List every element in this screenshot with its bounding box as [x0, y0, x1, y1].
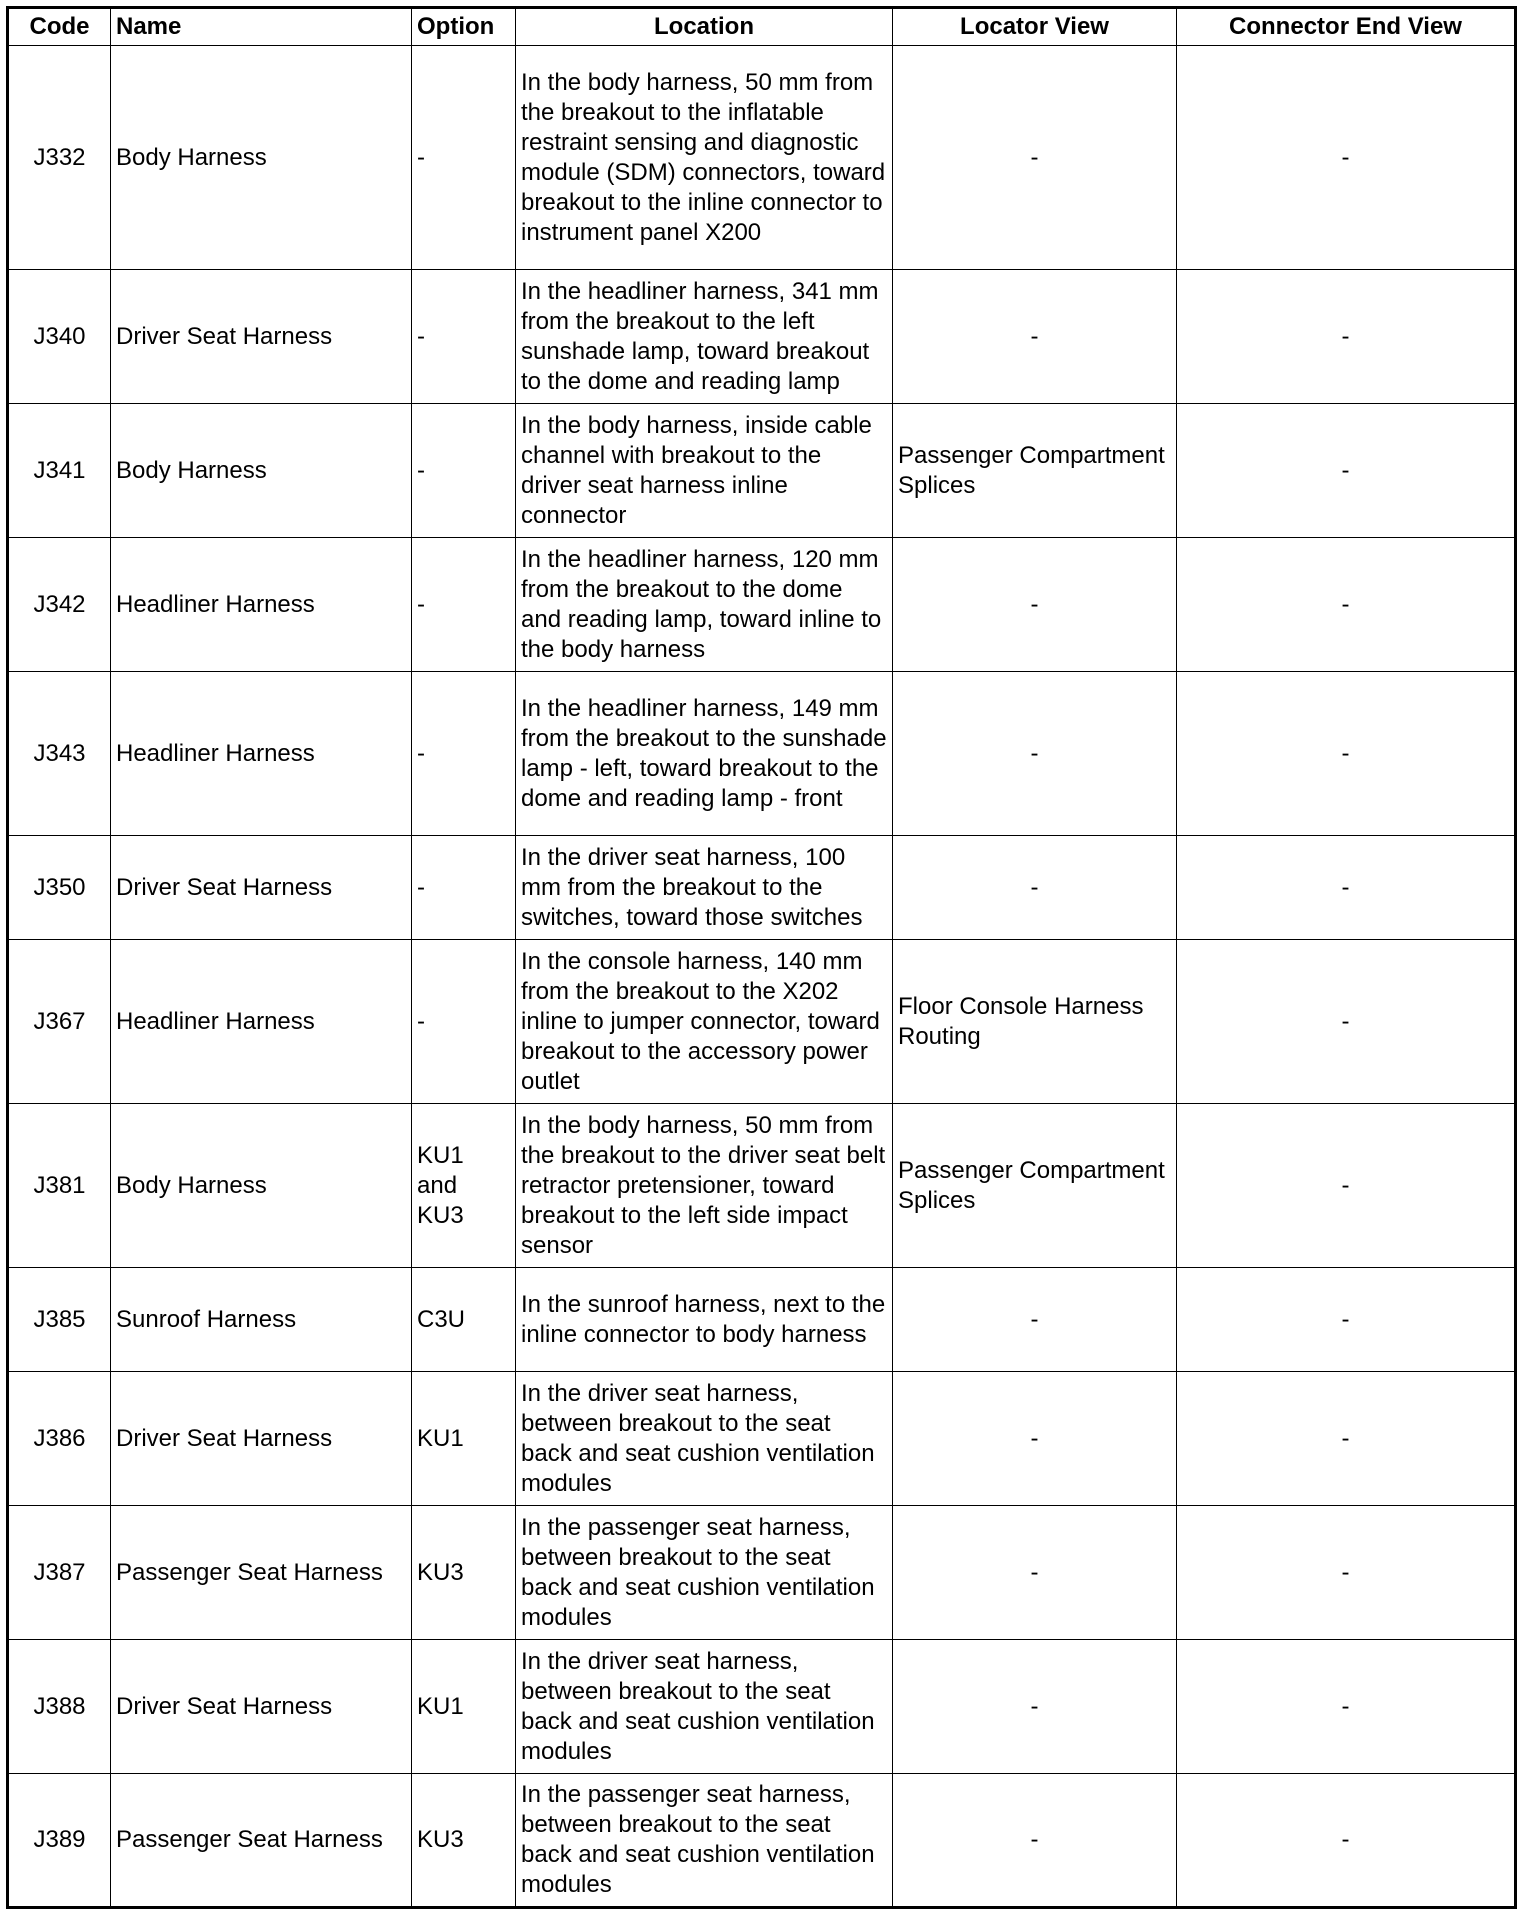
cell-code: J342 [8, 538, 111, 672]
cell-connector-end-view: - [1177, 1268, 1516, 1372]
cell-name: Sunroof Harness [111, 1268, 412, 1372]
cell-location: In the console harness, 140 mm from the breakout to the X202 inline to jumper connector, toward breakout to the accessory power outlet [516, 940, 893, 1104]
cell-locator-view: - [893, 538, 1177, 672]
header-name: Name [111, 8, 412, 46]
cell-connector-end-view: - [1177, 836, 1516, 940]
table-row [8, 538, 1516, 672]
cell-connector-end-view: - [1177, 1506, 1516, 1640]
cell-connector-end-view: - [1177, 404, 1516, 538]
cell-code: J388 [8, 1640, 111, 1774]
cell-location: In the sunroof harness, next to the inline connector to body harness [516, 1268, 893, 1372]
cell-code: J350 [8, 836, 111, 940]
header-row [8, 8, 1516, 46]
cell-location: In the passenger seat harness, between breakout to the seat back and seat cushion ventilation modules [516, 1774, 893, 1908]
cell-connector-end-view: - [1177, 1774, 1516, 1908]
table-row [8, 270, 1516, 404]
header-locator-view: Locator View [893, 8, 1177, 46]
cell-location: In the headliner harness, 120 mm from the breakout to the dome and reading lamp, toward inline to the body harness [516, 538, 893, 672]
cell-name: Driver Seat Harness [111, 270, 412, 404]
cell-option: - [412, 270, 516, 404]
table-row [8, 1506, 1516, 1640]
cell-option: KU1 [412, 1640, 516, 1774]
cell-option: - [412, 672, 516, 836]
cell-option: - [412, 46, 516, 270]
cell-locator-view: - [893, 270, 1177, 404]
cell-name: Headliner Harness [111, 940, 412, 1104]
table-row [8, 1774, 1516, 1908]
cell-code: J340 [8, 270, 111, 404]
cell-code: J385 [8, 1268, 111, 1372]
cell-connector-end-view: - [1177, 1372, 1516, 1506]
cell-location: In the headliner harness, 341 mm from the breakout to the left sunshade lamp, toward breakout to the dome and reading lamp [516, 270, 893, 404]
cell-locator-view: - [893, 46, 1177, 270]
cell-code: J389 [8, 1774, 111, 1908]
table-row [8, 672, 1516, 836]
table-row [8, 836, 1516, 940]
cell-option: - [412, 940, 516, 1104]
cell-location: In the driver seat harness, between breakout to the seat back and seat cushion ventilation modules [516, 1372, 893, 1506]
cell-option: KU3 [412, 1774, 516, 1908]
cell-name: Driver Seat Harness [111, 836, 412, 940]
cell-location: In the body harness, 50 mm from the breakout to the inflatable restraint sensing and diagnostic module (SDM) connectors, toward breakout to the inline connector to instrument panel X200 [516, 46, 893, 270]
cell-code: J367 [8, 940, 111, 1104]
header-code: Code [8, 8, 111, 46]
cell-location: In the driver seat harness, between breakout to the seat back and seat cushion ventilation modules [516, 1640, 893, 1774]
cell-name: Driver Seat Harness [111, 1372, 412, 1506]
cell-connector-end-view: - [1177, 1104, 1516, 1268]
cell-connector-end-view: - [1177, 1640, 1516, 1774]
header-connector-end-view: Connector End View [1177, 8, 1516, 46]
cell-locator-view: - [893, 672, 1177, 836]
header-option: Option [412, 8, 516, 46]
cell-code: J386 [8, 1372, 111, 1506]
cell-option: C3U [412, 1268, 516, 1372]
cell-connector-end-view: - [1177, 46, 1516, 270]
cell-code: J387 [8, 1506, 111, 1640]
cell-code: J341 [8, 404, 111, 538]
cell-locator-view: - [893, 1506, 1177, 1640]
cell-name: Passenger Seat Harness [111, 1506, 412, 1640]
cell-name: Headliner Harness [111, 672, 412, 836]
table-row [8, 404, 1516, 538]
header-location: Location [516, 8, 893, 46]
cell-locator-view: Floor Console Harness Routing [893, 940, 1177, 1104]
cell-option: - [412, 538, 516, 672]
cell-locator-view: - [893, 1640, 1177, 1774]
cell-locator-view: Passenger Compartment Splices [893, 1104, 1177, 1268]
cell-location: In the headliner harness, 149 mm from the breakout to the sunshade lamp - left, toward breakout to the dome and reading lamp - front [516, 672, 893, 836]
cell-locator-view: - [893, 1774, 1177, 1908]
cell-location: In the body harness, inside cable channel with breakout to the driver seat harness inline connector [516, 404, 893, 538]
cell-name: Headliner Harness [111, 538, 412, 672]
cell-name: Driver Seat Harness [111, 1640, 412, 1774]
cell-code: J381 [8, 1104, 111, 1268]
cell-option: KU1 [412, 1372, 516, 1506]
cell-code: J332 [8, 46, 111, 270]
cell-locator-view: - [893, 836, 1177, 940]
cell-locator-view: - [893, 1268, 1177, 1372]
cell-connector-end-view: - [1177, 270, 1516, 404]
cell-option: KU1 and KU3 [412, 1104, 516, 1268]
cell-code: J343 [8, 672, 111, 836]
table-row [8, 1104, 1516, 1268]
cell-connector-end-view: - [1177, 940, 1516, 1104]
cell-location: In the body harness, 50 mm from the breakout to the driver seat belt retractor pretensioner, toward breakout to the left side impact sensor [516, 1104, 893, 1268]
table-header [8, 8, 1516, 46]
cell-option: - [412, 836, 516, 940]
cell-location: In the driver seat harness, 100 mm from the breakout to the switches, toward those switches [516, 836, 893, 940]
table-row [8, 1372, 1516, 1506]
splice-table [6, 6, 1517, 1909]
table-row [8, 940, 1516, 1104]
cell-option: KU3 [412, 1506, 516, 1640]
table-row [8, 46, 1516, 270]
table-row [8, 1640, 1516, 1774]
cell-name: Body Harness [111, 1104, 412, 1268]
cell-name: Body Harness [111, 404, 412, 538]
cell-name: Body Harness [111, 46, 412, 270]
table-row [8, 1268, 1516, 1372]
cell-locator-view: Passenger Compartment Splices [893, 404, 1177, 538]
table-body [8, 46, 1516, 1908]
cell-connector-end-view: - [1177, 672, 1516, 836]
cell-connector-end-view: - [1177, 538, 1516, 672]
cell-option: - [412, 404, 516, 538]
cell-location: In the passenger seat harness, between breakout to the seat back and seat cushion ventilation modules [516, 1506, 893, 1640]
cell-name: Passenger Seat Harness [111, 1774, 412, 1908]
cell-locator-view: - [893, 1372, 1177, 1506]
